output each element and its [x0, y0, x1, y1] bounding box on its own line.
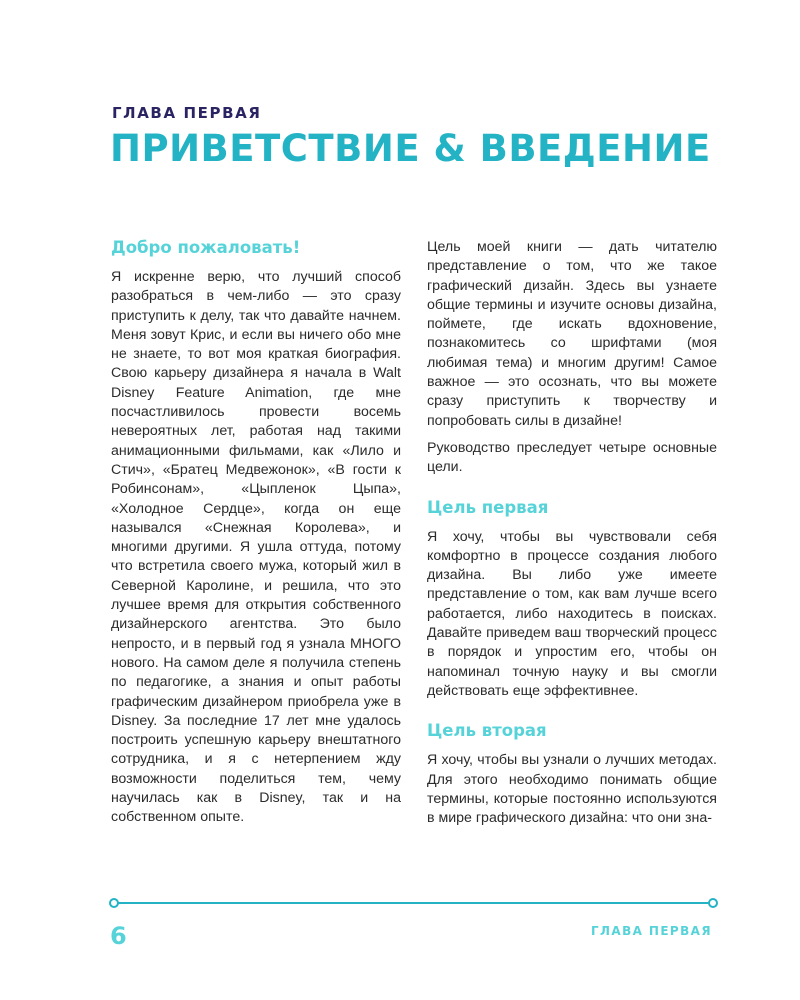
- goal-one-heading: Цель первая: [427, 497, 549, 517]
- intro-paragraph: Цель моей книги — дать читателю представление о том, что же такое графический дизайн. Здесь вы узнаете общие термины и изучите основы дизайна, поймете, где искать вдохновение, познакомитесь со шрифтами (моя любимая тема) и многим другим! Самое важное — это осознать, что вы можете сразу приступить к творчеству и попробовать силы в дизайне!: [427, 239, 717, 429]
- left-column: [111, 236, 401, 836]
- page-title: ПРИВЕТСТВИЕ & ВВЕДЕНИЕ: [110, 127, 711, 170]
- welcome-heading: Добро пожаловать!: [111, 238, 301, 257]
- goal-two-paragraph: Я хочу, чтобы вы узнали о лучших методах. Для этого необходимо понимать общие термины, которые постоянно используются в мире графического дизайна: что они зна-: [427, 752, 717, 827]
- footer-chapter-label: ГЛАВА ПЕРВАЯ: [590, 924, 712, 938]
- welcome-paragraph: Я искренне верю, что лучший способ разобраться в чем-либо — это сразу приступить к делу, так что давайте начнем. Меня зовут Крис, и если вы ничего обо мне не знаете, то вот моя краткая биография. Свою карьеру дизайнера я начала в Walt Disney Feature Animation, где мне посчастливилось провести восемь невероятных лет, работая над такими анимационными фильмами, как «Лило и Стич», «Братец Медвежонок», «В гости к Робинсонам», «Цыпленок Цыпа», «Холодное Сердце», когда он еще назывался «Снежная Королева», и многими другими. Я ушла оттуда, потому что встретила своего мужа, который жил в Северной Каролине, и решила, что это лучшее время для открытия собственного дизайнерского агентства. Это было непросто, и в первый год я узнала МНОГО нового. На самом деле я получила степень по педагогике, а знания и опыт работы графическим дизайнером приобрела уже в Disney. За последние 17 лет мне удалось построить успешную карьеру внештатного сотрудника, и я с нетерпением жду возможности поделиться тем, чему научилась как в Disney, так и на собственном опыте.: [111, 269, 401, 826]
- divider-right-dot-icon: [708, 898, 718, 908]
- goals-paragraph: Руководство преследует четыре основные цели.: [427, 439, 717, 476]
- footer-divider: [117, 902, 710, 904]
- goal-one-paragraph: Я хочу, чтобы вы чувствовали себя комфортно в процессе создания любого дизайна. Вы либо уже имеете представление о том, как вам лучше всего работается, либо находитесь в поисках. Давайте приведем ваш творческий процесс в порядок и упростим его, чтобы он напоминал точную науку и вы смогли действовать еще эффективнее.: [427, 528, 717, 699]
- divider-left-dot-icon: [109, 898, 119, 908]
- goal-two-heading: Цель вторая: [427, 721, 547, 741]
- chapter-label: ГЛАВА ПЕРВАЯ: [112, 104, 262, 122]
- right-column: [427, 238, 717, 836]
- page-number: 6: [110, 922, 127, 950]
